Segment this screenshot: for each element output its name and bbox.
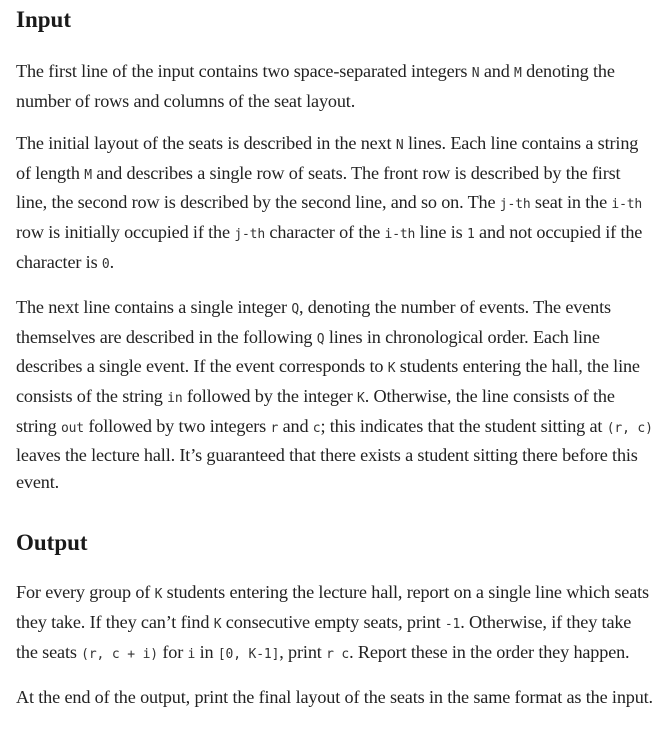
inline-code: K [387,361,396,377]
text-run: seat in the [530,192,612,213]
text-run: consecutive empty seats, print [221,611,445,632]
text-run: . Otherwise, the line consists of the string [16,385,615,436]
output-paragraph-1 [16,579,653,668]
text-run: and [278,415,313,436]
input-heading: Input [16,7,71,32]
inline-code: in [167,390,183,406]
inline-code: -1 [444,616,461,632]
text-run: lines. Each line contains a string of length [16,133,639,183]
text-run: , print [279,641,327,662]
text-run: The next line contains a single integer [16,297,292,318]
inline-code: i [187,646,196,662]
inline-code: out [60,420,84,436]
text-run: denoting the number of rows and columns of the seat layout. [16,61,615,111]
inline-code: 0 [101,256,110,272]
inline-code: K [213,616,222,632]
text-run: lines in chronological order. Each line describes a single event. If the event corresponds to [16,326,600,377]
text-run: For every group of [16,582,155,603]
text-run: followed by the integer [182,385,358,406]
text-run: character of the [265,221,385,242]
text-run: students entering the hall, the line consists of the string [16,356,640,406]
input-paragraph-3 [16,294,653,495]
text-run: followed by two integers [83,415,271,436]
output-paragraph-2 [16,684,653,711]
output-heading: Output [16,530,88,556]
inline-code: c [312,420,321,436]
text-run: leaves the lecture hall. It’s guaranteed that there exists a student sitting there before this event. [16,445,638,492]
inline-code: i-th [384,226,416,242]
inline-code: N [471,66,480,81]
inline-code: r [270,420,279,436]
inline-code: (r, c) [606,420,653,436]
inline-code: M [84,167,92,183]
inline-code: [0, K-1] [217,646,280,662]
text-run: row is initially occupied if the [16,221,235,242]
inline-code: Q [316,331,325,347]
text-run: line is [415,221,467,242]
text-run: The first line of the input contains two space-separated integers [16,61,472,81]
inline-code: j-th [499,197,531,213]
text-run: , denoting the number of events. The events themselves are described in the following [16,297,611,347]
inline-code: M [514,66,522,81]
text-run: The initial layout of the seats is described in the next [16,133,396,154]
input-paragraph-1 [16,58,653,114]
text-run: and [479,61,515,81]
inline-code: j-th [234,226,266,242]
inline-code: K [154,587,163,603]
text-run: and describes a single row of seats. The front row is described by the first line, the second row is described by the second line, and so on. The [16,162,621,213]
text-run: in [195,641,218,662]
inline-code: (r, c + i) [81,646,158,662]
text-run: . Report these in the order they happen. [349,641,630,662]
text-run: . [109,251,114,272]
text-run: . Otherwise, if they take the seats [16,611,632,662]
text-run: and not occupied if the character is [16,221,643,272]
inline-code: Q [291,302,299,318]
inline-code: 1 [466,226,475,242]
inline-code: i-th [611,197,643,213]
inline-code: r c [326,646,350,662]
inline-code: N [395,138,404,154]
input-paragraph-2 [16,130,653,278]
text-run: ; this indicates that the student sitting at [320,415,607,436]
text-run: students entering the lecture hall, report on a single line which seats they take. If they can’t find [16,582,649,632]
text-run: for [157,641,188,662]
text-run: At the end of the output, print the final layout of the seats in the same format as the input. [16,687,653,708]
inline-code: K [357,390,365,406]
